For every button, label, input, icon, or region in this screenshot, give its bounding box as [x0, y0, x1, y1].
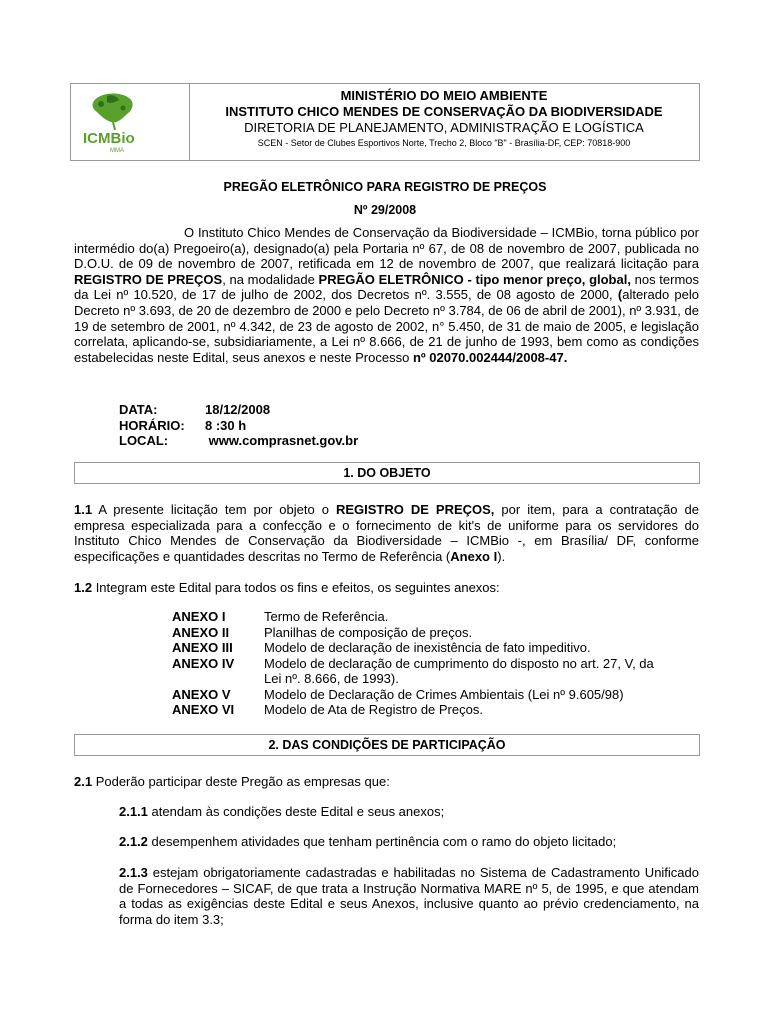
clause-number: 2.1.1: [119, 804, 148, 819]
annex-key: ANEXO I: [172, 609, 226, 624]
clause-number: 2.1: [74, 774, 93, 789]
session-info: [119, 402, 358, 449]
clause-bold: REGISTRO DE PREÇOS,: [335, 502, 495, 517]
icmbio-logo: [77, 90, 182, 154]
intro-paragraph: [74, 225, 699, 365]
list-item: [172, 702, 674, 718]
annex-value: Termo de Referência.: [264, 609, 389, 624]
logo-text: ICMBio: [83, 130, 135, 147]
clause-text: estejam obrigatoriamente cadastradas e habilitadas no Sistema de Cadastramento Unificado de Fornecedores – SICAF, de que trata a Instrução Normativa MARE nº 5, de 1995, e que atendam a todas as exigências deste Edital e seus Anexos, inclusive quanto ao prévio credenciamento, na forma do item 3.3;: [119, 865, 699, 927]
info-label: LOCAL:: [119, 433, 169, 448]
logo-cell: [71, 84, 190, 160]
intro-bold-3: (: [617, 287, 623, 303]
clause-bold: Anexo I: [450, 548, 498, 564]
annex-key: ANEXO V: [172, 686, 231, 702]
intro-text-2: , na modalidade: [222, 271, 319, 287]
info-label: DATA:: [119, 402, 158, 417]
clause-text: desempenhem atividades que tenham pertinência com o ramo do objeto licitado;: [147, 834, 617, 849]
intro-text-3: nos termos da Lei nº 10.520, de 17 de julho de 2002, dos Decretos nº. 3.555, de 08 agosto de 2000,: [74, 271, 700, 303]
annex-value: Planilhas de composição de preços.: [264, 624, 473, 640]
annex-value: Modelo de declaração de inexistência de fato impeditivo.: [264, 640, 591, 655]
process-number: nº 02070.002444/2008-47.: [412, 349, 568, 365]
logo-subtext: MMA: [110, 148, 124, 154]
info-value: 18/12/2008: [205, 402, 271, 417]
annex-value: Modelo de declaração de cumprimento do disposto no art. 27, V, da Lei nº. 8.666, de 1993).: [264, 655, 654, 686]
list-item: [172, 656, 674, 687]
paragraph-2-1-3: [119, 865, 699, 927]
document-title: PREGÃO ELETRÔNICO PARA REGISTRO DE PREÇOS: [223, 180, 547, 194]
annex-value: Modelo de Ata de Registro de Preços.: [264, 702, 483, 717]
info-value: 8 :30 h: [205, 417, 247, 433]
letterhead: [70, 83, 700, 161]
annex-key: ANEXO IV: [172, 655, 235, 671]
leaf-map-icon: [93, 94, 133, 131]
clause-text: Integram este Edital para todos os fins e efeitos, os seguintes anexos:: [92, 580, 500, 595]
paragraph-2-1-1: [119, 804, 699, 820]
paragraph-1-2: [74, 580, 699, 596]
ministry-name: MINISTÉRIO DO MEIO AMBIENTE: [340, 88, 548, 103]
document-number: Nº 29/2008: [353, 203, 417, 217]
list-item: [172, 640, 674, 656]
info-row-date: [119, 402, 358, 418]
letterhead-text: [189, 88, 699, 150]
intro-bold-1: REGISTRO DE PREÇOS: [74, 271, 223, 287]
list-item: [172, 625, 674, 641]
clause-text: atendam às condições deste Edital e seus anexos;: [147, 804, 445, 819]
clause-text: Poderão participar deste Pregão as empresas que:: [92, 774, 390, 789]
paragraph-1-1: [74, 502, 699, 564]
info-label: HORÁRIO:: [119, 417, 185, 433]
section-2-heading: 2. DAS CONDIÇÕES DE PARTICIPAÇÃO: [74, 734, 700, 756]
intro-text-1: O Instituto Chico Mendes de Conservação da Biodiversidade – ICMBio, torna público por intermédio do(a) Pregoeiro(a), designado(a) pela Portaria nº 67, de 08 de novembro de 2007, publicada no D.O.U. de 09 de novembro de 2007, retificada em 12 de novembro de 2007, que realizará licitação para: [74, 225, 699, 272]
info-row-location: [119, 433, 358, 449]
paragraph-2-1-2: [119, 834, 699, 850]
address: SCEN - Setor de Clubes Esportivos Norte, Trecho 2, Bloco "B" - Brasília-DF, CEP: 70818-900: [257, 138, 631, 148]
annex-key: ANEXO II: [172, 624, 230, 640]
clause-number: 1.1: [74, 502, 93, 517]
annex-key: ANEXO III: [172, 640, 233, 655]
list-item: [172, 687, 674, 703]
institute-name: INSTITUTO CHICO MENDES DE CONSERVAÇÃO DA BIODIVERSIDADE: [225, 104, 663, 119]
annex-list: [172, 609, 674, 718]
clause-text: ).: [497, 548, 506, 564]
clause-number: 2.1.2: [119, 834, 148, 849]
clause-text: por item, para a contratação de empresa especializada para a confecção e o fornecimento de kit's de uniforme para os servidores do Instituto Chico Mendes de Conservação da Biodiversidade – ICMBio -, em Brasília/ DF, conforme especificações e quantidades descritas no Termo de Referência (: [74, 502, 699, 564]
annex-key: ANEXO VI: [172, 702, 235, 717]
info-value: www.comprasnet.gov.br: [205, 433, 359, 448]
section-1-heading: 1. DO OBJETO: [74, 462, 700, 484]
intro-text-4: alterado pelo Decreto nº 3.693, de 20 de dezembro de 2000 e pelo Decreto nº 3.784, de 06 de abril de 2001), nº 3.931, de 19 de setembro de 2001, nº 4.342, de 23 de agosto de 2002, n° 5.450, de 31 de maio de 2005, e legislação correlata, aplicando-se, subsidiariamente, a Lei nº 8.666, de 21 de junho de 1993, bem como as condições estabelecidas neste Edital, seus anexos e neste Processo: [74, 287, 699, 365]
clause-text: A presente licitação tem por objeto o: [92, 502, 336, 517]
clause-number: 1.2: [74, 580, 93, 595]
info-row-time: [119, 418, 358, 434]
list-item: [172, 609, 674, 625]
directorate-name: DIRETORIA DE PLANEJAMENTO, ADMINISTRAÇÃO E LOGÍSTICA: [244, 120, 644, 135]
clause-number: 2.1.3: [119, 865, 148, 880]
annex-value: Modelo de Declaração de Crimes Ambientais (Lei nº 9.605/98): [264, 686, 624, 702]
intro-bold-2: PREGÃO ELETRÔNICO - tipo menor preço, global,: [318, 271, 631, 287]
paragraph-2-1: [74, 774, 699, 790]
